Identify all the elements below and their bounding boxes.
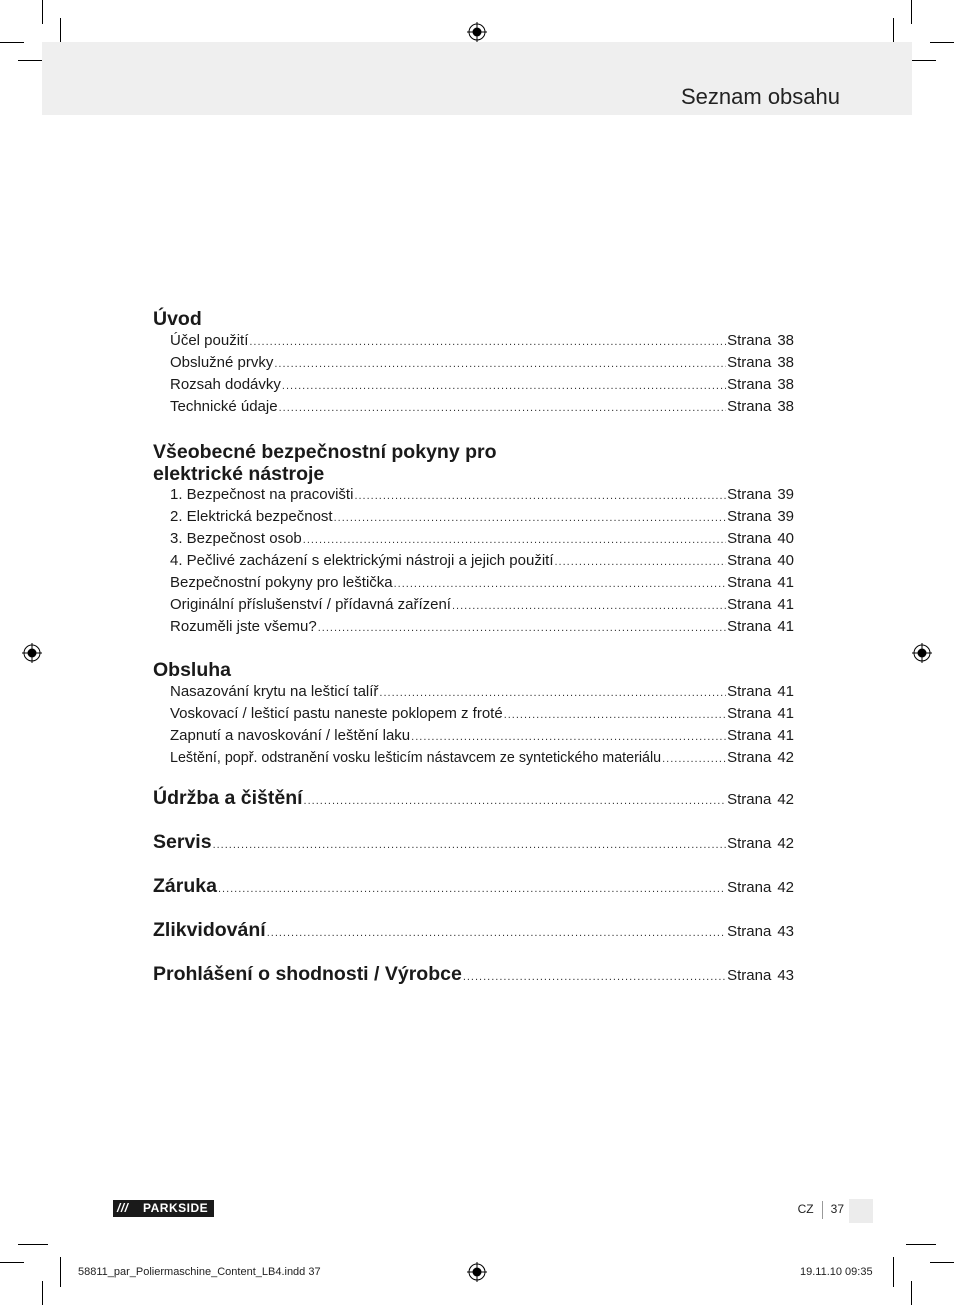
leader-dots [318, 622, 726, 634]
toc-entry-label: 2. Elektrická bezpečnost [170, 508, 333, 525]
toc-entry[interactable] [153, 508, 794, 530]
toc-entry[interactable] [153, 552, 794, 574]
toc-entry-page: Strana 42 [727, 879, 794, 896]
toc-entry-label: Prohlášení o shodnosti / Výrobce [153, 963, 462, 985]
toc-entry-page: Strana 41 [727, 574, 794, 591]
crop-mark [18, 1244, 48, 1245]
toc-entry-label: Rozuměli jste všemu? [170, 618, 317, 635]
toc-entry-page: Strana 38 [727, 398, 794, 415]
registration-mark-icon [467, 22, 487, 42]
leader-dots [452, 600, 726, 612]
toc-main-list [153, 787, 794, 989]
leader-dots [218, 883, 726, 895]
toc-main-entry[interactable] [153, 963, 794, 989]
toc-entry-label: Účel použití [170, 332, 249, 349]
toc-entry-label: Záruka [153, 875, 217, 897]
toc-entry-page: Strana 43 [727, 967, 794, 984]
leader-dots [279, 402, 727, 414]
toc-entry[interactable] [153, 727, 794, 749]
leader-dots [379, 687, 726, 699]
language-code: CZ [797, 1202, 814, 1217]
toc-entry-label: Obslužné prvky [170, 354, 274, 371]
toc-entry[interactable] [153, 574, 794, 596]
crop-mark [0, 42, 24, 43]
page-title: Seznam obsahu [681, 84, 840, 109]
toc-entry[interactable] [153, 332, 794, 354]
leader-dots [213, 839, 727, 851]
toc-entry-page: Strana 42 [727, 791, 794, 808]
crop-mark [42, 0, 43, 24]
leader-dots [504, 709, 726, 721]
crop-mark [893, 1257, 894, 1287]
table-of-contents [153, 308, 794, 989]
toc-entry-page: Strana 41 [727, 683, 794, 700]
toc-entry-label: Rozsah dodávky [170, 376, 281, 393]
toc-entry-label: 1. Bezpečnost na pracovišti [170, 486, 354, 503]
crop-mark [0, 1262, 24, 1263]
footer-tab [849, 1199, 873, 1223]
toc-entry[interactable] [153, 486, 794, 508]
crop-mark [911, 0, 912, 24]
page-number: 37 [830, 1202, 844, 1217]
leader-dots [249, 336, 726, 348]
toc-entry[interactable] [153, 683, 794, 705]
toc-entry-page: Strana 40 [727, 552, 794, 569]
toc-entry-label: Bezpečnostní pokyny pro leštička [170, 574, 393, 591]
slug-filename: 58811_par_Poliermaschine_Content_LB4.indd 37 [78, 1266, 321, 1278]
section-heading-uvod: Úvod [153, 308, 202, 330]
toc-main-entry[interactable] [153, 919, 794, 945]
toc-entry-label: Voskovací / lešticí pastu naneste poklopem z froté [170, 705, 503, 722]
toc-entry-label: Originální příslušenství / přídavná zařízení [170, 596, 451, 613]
toc-entry-label: Údržba a čištění [153, 787, 303, 809]
crop-mark [911, 1281, 912, 1305]
toc-entry-page: Strana 41 [727, 618, 794, 635]
toc-list [153, 486, 794, 640]
leader-dots [274, 358, 726, 370]
toc-entry[interactable] [153, 618, 794, 640]
leader-dots [304, 795, 727, 807]
toc-entry[interactable] [153, 596, 794, 618]
toc-entry-label: Leštění, popř. odstranění vosku lešticím nástavcem ze syntetického materiálu [170, 750, 662, 766]
toc-entry-page: Strana 39 [727, 508, 794, 525]
leader-dots [411, 731, 726, 743]
leader-dots [354, 490, 726, 502]
toc-entry-page: Strana 40 [727, 530, 794, 547]
crop-mark [930, 1262, 954, 1263]
parkside-logo: /// PARKSIDE [113, 1200, 214, 1217]
toc-entry-label: Technické údaje [170, 398, 278, 415]
toc-main-entry[interactable] [153, 831, 794, 857]
toc-entry-page: Strana 38 [727, 354, 794, 371]
toc-entry-label: Servis [153, 831, 212, 853]
section-heading-safety: Všeobecné bezpečnostní pokyny pro elektrické nástroje [153, 441, 497, 485]
leader-dots [303, 534, 726, 546]
toc-main-entry[interactable] [153, 787, 794, 813]
toc-entry-page: Strana 41 [727, 596, 794, 613]
crop-mark [906, 1244, 936, 1245]
leader-dots [267, 927, 726, 939]
leader-dots [463, 971, 726, 983]
toc-main-entry[interactable] [153, 875, 794, 901]
toc-entry-label: 4. Pečlivé zacházení s elektrickými nástroji a jejich použití [170, 552, 554, 569]
toc-list [153, 332, 794, 420]
toc-entry-label: Nasazování krytu na lešticí talíř [170, 683, 379, 700]
toc-entry-page: Strana 39 [727, 486, 794, 503]
registration-mark-icon [22, 643, 42, 663]
toc-entry[interactable] [153, 398, 794, 420]
page-footer [798, 1201, 844, 1219]
toc-entry-page: Strana 38 [727, 332, 794, 349]
toc-entry-page: Strana 42 [727, 749, 794, 766]
leader-dots [334, 512, 727, 524]
toc-entry-page: Strana 42 [727, 835, 794, 852]
toc-entry-label: 3. Bezpečnost osob [170, 530, 302, 547]
toc-entry[interactable] [153, 354, 794, 376]
crop-mark [42, 1281, 43, 1305]
toc-entry-page: Strana 43 [727, 923, 794, 940]
toc-entry-page: Strana 38 [727, 376, 794, 393]
slug-date: 19.11.10 09:35 [800, 1266, 873, 1278]
registration-mark-icon [912, 643, 932, 663]
crop-mark [60, 1257, 61, 1287]
toc-entry[interactable] [153, 376, 794, 398]
toc-entry[interactable] [153, 749, 794, 771]
toc-entry-label: Zapnutí a navoskování / leštění laku [170, 727, 411, 744]
section-heading-obsluha: Obsluha [153, 659, 232, 681]
toc-entry-page: Strana 41 [727, 727, 794, 744]
leader-dots [394, 578, 726, 590]
toc-entry-page: Strana 41 [727, 705, 794, 722]
leader-dots [555, 556, 727, 568]
leader-dots [282, 380, 726, 392]
toc-list [153, 683, 794, 771]
toc-entry[interactable] [153, 705, 794, 727]
leader-dots [662, 753, 726, 765]
crop-mark [930, 42, 954, 43]
toc-entry-label: Zlikvidování [153, 919, 266, 941]
toc-entry[interactable] [153, 530, 794, 552]
registration-mark-icon [467, 1262, 487, 1282]
